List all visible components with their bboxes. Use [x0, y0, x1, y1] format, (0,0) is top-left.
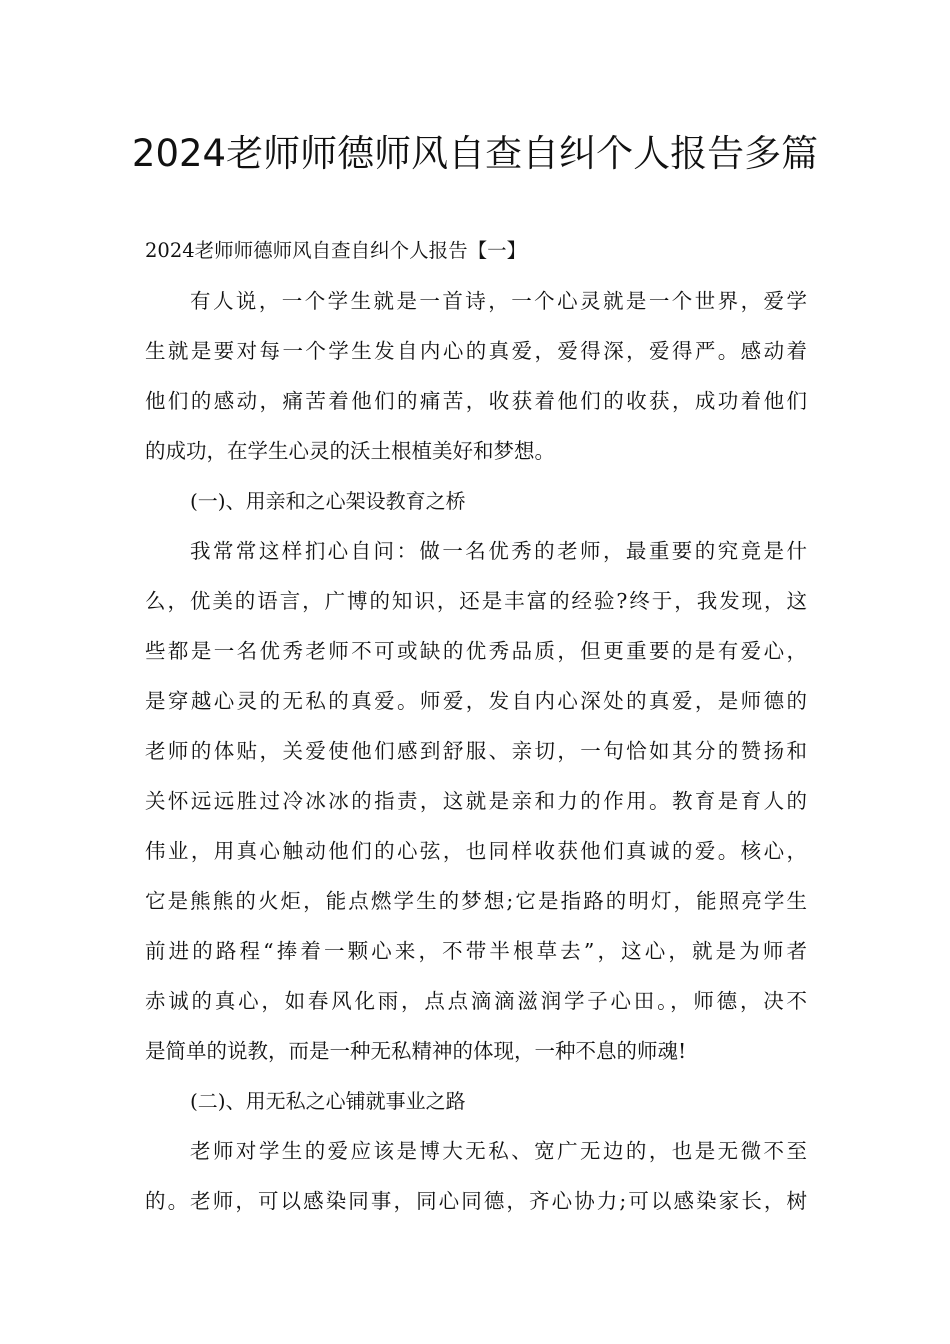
- text-line: 有人说，一个学生就是一首诗，一个心灵就是一个世界，爱学: [190, 289, 807, 313]
- text-line: 它是熊熊的火炬，能点燃学生的梦想;它是指路的明灯，能照亮学生: [145, 889, 807, 913]
- text-line: 我常常这样扪心自问：做一名优秀的老师，最重要的究竟是什: [190, 539, 807, 563]
- text-line: 的。老师，可以感染同事，同心同德，齐心协力;可以感染家长，树: [145, 1189, 807, 1213]
- section-subtitle: 2024老师师德师风自查自纠个人报告【一】: [145, 239, 527, 262]
- text-line: 赤诚的真心，如春风化雨，点点滴滴滋润学子心田。，师德，决不: [145, 989, 807, 1013]
- text-line: 关怀远远胜过冷冰冰的指责，这就是亲和力的作用。教育是育人的: [145, 789, 807, 813]
- section-heading: (一)、用亲和之心架设教育之桥: [190, 489, 466, 513]
- document-title: 2024老师师德师风自查自纠个人报告多篇: [131, 132, 819, 175]
- text-line: 是简单的说教，而是一种无私精神的体现，一种不息的师魂!: [145, 1039, 687, 1063]
- text-line: 伟业，用真心触动他们的心弦，也同样收获他们真诚的爱。核心，: [145, 839, 807, 863]
- text-line: 的成功，在学生心灵的沃土根植美好和梦想。: [145, 439, 555, 463]
- text-line: 些都是一名优秀老师不可或缺的优秀品质，但更重要的是有爱心，: [145, 639, 807, 663]
- text-line: 是穿越心灵的无私的真爱。师爱，发自内心深处的真爱，是师德的: [145, 689, 807, 713]
- text-line: 他们的感动，痛苦着他们的痛苦，收获着他们的收获，成功着他们: [145, 389, 807, 413]
- text-line: 么，优美的语言，广博的知识，还是丰富的经验?终于，我发现，这: [145, 589, 807, 613]
- text-line: 老师的体贴，关爱使他们感到舒服、亲切，一句恰如其分的赞扬和: [145, 739, 807, 763]
- text-line: 生就是要对每一个学生发自内心的真爱，爱得深，爱得严。感动着: [145, 339, 807, 363]
- text-line: 老师对学生的爱应该是博大无私、宽广无边的，也是无微不至: [190, 1139, 807, 1163]
- section-heading: (二)、用无私之心铺就事业之路: [190, 1089, 466, 1113]
- text-line: 前进的路程“捧着一颗心来，不带半根草去”，这心，就是为师者: [145, 939, 807, 963]
